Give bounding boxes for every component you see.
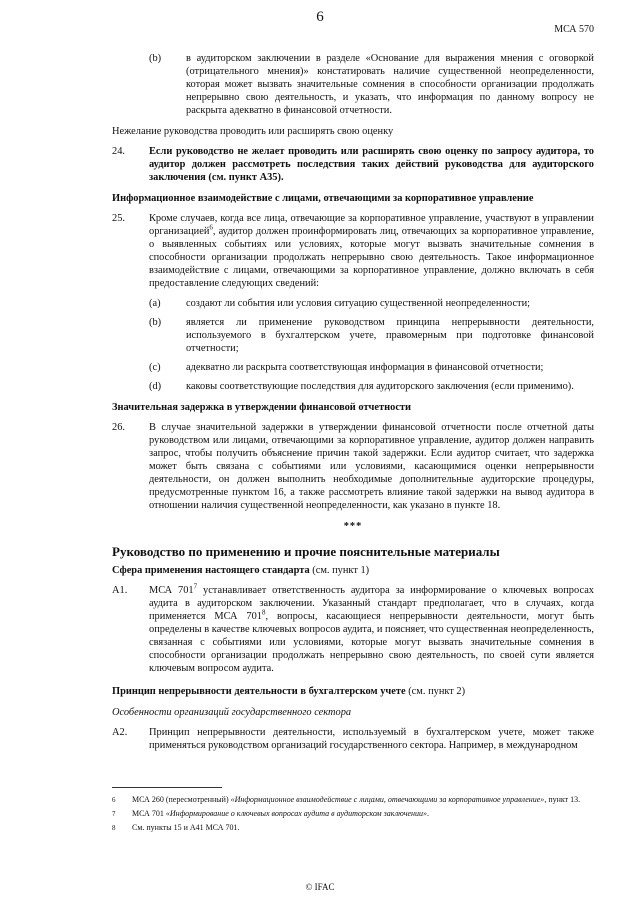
footnote-number: 6	[112, 796, 116, 804]
footnote-number: 7	[112, 810, 116, 818]
footnote	[112, 823, 594, 833]
footnote-ref: 8	[262, 608, 266, 617]
principle-heading-text: Принцип непрерывности деятельности в бухгалтерском учете	[112, 686, 406, 697]
list-text: является ли применение руководством принципа непрерывности деятельности, используемого в бухгалтерском учете, правомерным при подготовке финансовой отчетности;	[186, 317, 594, 354]
list-item	[149, 361, 594, 374]
list-text: адекватно ли раскрыта соответствующая информация в финансовой отчетности;	[186, 362, 544, 373]
paragraph-number: 26.	[112, 422, 125, 433]
scope-heading-ref: (см. пункт 1)	[309, 565, 370, 576]
page-content	[112, 52, 594, 759]
footnote-text: См. пункты 15 и А41 МСА 701.	[132, 823, 240, 832]
footnote-divider	[112, 787, 222, 788]
paragraph-text: Если руководство не желает проводить или расширять свою оценку по запросу аудитора, то аудитор должен рассмотреть последствия таких действий руководства для аудиторского заключения (см. пункт А35).	[149, 146, 594, 183]
list-item	[149, 380, 594, 393]
list-item	[149, 316, 594, 355]
footnote-title: «Информирование о ключевых вопросах аудита в аудиторском заключении»	[165, 809, 428, 818]
footnotes	[112, 795, 594, 837]
paragraph-text: В случае значительной задержки в утверждении финансовой отчетности после отчетной даты руководством или лицами, отвечающими за корпоративное управление, аудитор должен направить запрос, чтобы получить объяснение причин такой задержки. Если аудитор считает, что задержка может быть связана с событиями или условиями, касающимися оценки непрерывности деятельности, он должен выполнить необходимые дополнительные аудиторские процедуры, предусмотренные пунктом 16, а также рассмотреть влияние такой задержки на вывод аудитора в отношении наличия существенной неопределенности, как указано в пункте 18.	[149, 422, 594, 511]
list-item	[149, 297, 594, 310]
copyright-footer: © IFAC	[305, 882, 335, 892]
paragraph-text-cont: , аудитор должен проинформировать лиц, отвечающих за корпоративное управление, о выявленных событиях или условиях, которые могут вызвать значительные сомнения в способности организации продолжать непрерывно свою деятельность. Такое информационное взаимодействие с лицами, отвечающими за корпоративное управление, должно включать в себя предоставление следующих сведений:	[149, 226, 594, 289]
scope-heading-text: Сфера применения настоящего стандарта	[112, 565, 310, 576]
paragraph-24	[112, 145, 594, 184]
footnote	[112, 809, 594, 819]
footnote-tail: .	[427, 809, 430, 818]
list-label: (d)	[149, 381, 162, 392]
paragraph-text: МСА 701	[149, 585, 194, 596]
standard-code: МСА 570	[554, 24, 594, 35]
section-heading-delay: Значительная задержка в утверждении финансовой отчетности	[112, 402, 412, 413]
paragraph-text-cont: устанавливает ответственность аудитора за информирование о ключевых вопросах аудита в аудиторском заключении. Указанный стандарт предполагает, что в случаях, когда применяется МСА 701	[149, 585, 595, 622]
list-label: (a)	[149, 298, 161, 309]
paragraph-text-end: , вопросы, касающиеся непрерывности деятельности, могут быть определены в качестве ключевых вопросов аудита, и поясняет, что существенная неопределенность, связанная с событиями или условиями, которые могут вызвать значительные сомнения в способности организации продолжать непрерывно свою деятельность, по своей сути является ключевым вопросом аудита.	[149, 611, 594, 674]
paragraph-number: 24.	[112, 146, 125, 157]
principle-heading-ref: (см. пункт 2)	[405, 686, 466, 697]
list-label: (b)	[149, 53, 162, 64]
section-separator: ***	[343, 521, 363, 532]
paragraph-number: 25.	[112, 213, 125, 224]
list-text: каковы соответствующие последствия для аудиторского заключения (если применимо).	[186, 381, 574, 392]
footnote-tail: , пункт 13.	[544, 795, 581, 804]
footnote-text: МСА 701	[132, 809, 166, 818]
paragraph-a1	[112, 584, 594, 675]
footnote	[112, 795, 594, 805]
guidance-title: Руководство по применению и прочие пояснительные материалы	[112, 544, 500, 559]
page-number: 6	[316, 9, 324, 25]
paragraph-a2	[112, 726, 594, 752]
footnote-ref: 6	[209, 223, 213, 232]
list-label: (c)	[149, 362, 161, 373]
paragraph-text: Принцип непрерывности деятельности, используемый в бухгалтерском учете, может также применяться руководством организаций государственного сектора. Например, в международном	[149, 727, 594, 751]
principle-heading	[112, 685, 594, 698]
paragraph-26	[112, 421, 594, 512]
section-heading-governance: Информационное взаимодействие с лицами, отвечающими за корпоративное управление	[112, 193, 534, 204]
list-label: (b)	[149, 317, 162, 328]
list-text: создают ли события или условия ситуацию существенной неопределенности;	[186, 298, 531, 309]
paragraph-text: Кроме случаев, когда все лица, отвечающие за корпоративное управление, участвуют в управлении организацией	[149, 213, 594, 237]
paragraph-number: A1.	[112, 585, 128, 596]
footnote-title: «Информационное взаимодействие с лицами, отвечающими за корпоративное управление»	[230, 795, 545, 804]
list-text: в аудиторском заключении в разделе «Основание для выражения мнения с оговоркой (отрицательного мнения)» констатировать наличие существенной неопределенности, которая может вызвать значительные сомнения в способности организации продолжать непрерывно свою деятельность, и указать, что информация по данному вопросу не раскрыта адекватно в финансовой отчетности.	[186, 53, 594, 116]
footnote-text: МСА 260 (пересмотренный)	[132, 795, 231, 804]
footnote-ref: 7	[193, 582, 198, 591]
intro-list-item	[149, 52, 594, 117]
scope-heading	[112, 564, 594, 577]
section-heading-management-assessment: Нежелание руководства проводить или расширять свою оценку	[112, 126, 394, 137]
paragraph-25	[112, 212, 594, 290]
footnote-number: 8	[112, 824, 116, 832]
public-sector-heading: Особенности организаций государственного сектора	[112, 707, 352, 718]
paragraph-number: A2.	[112, 727, 128, 738]
